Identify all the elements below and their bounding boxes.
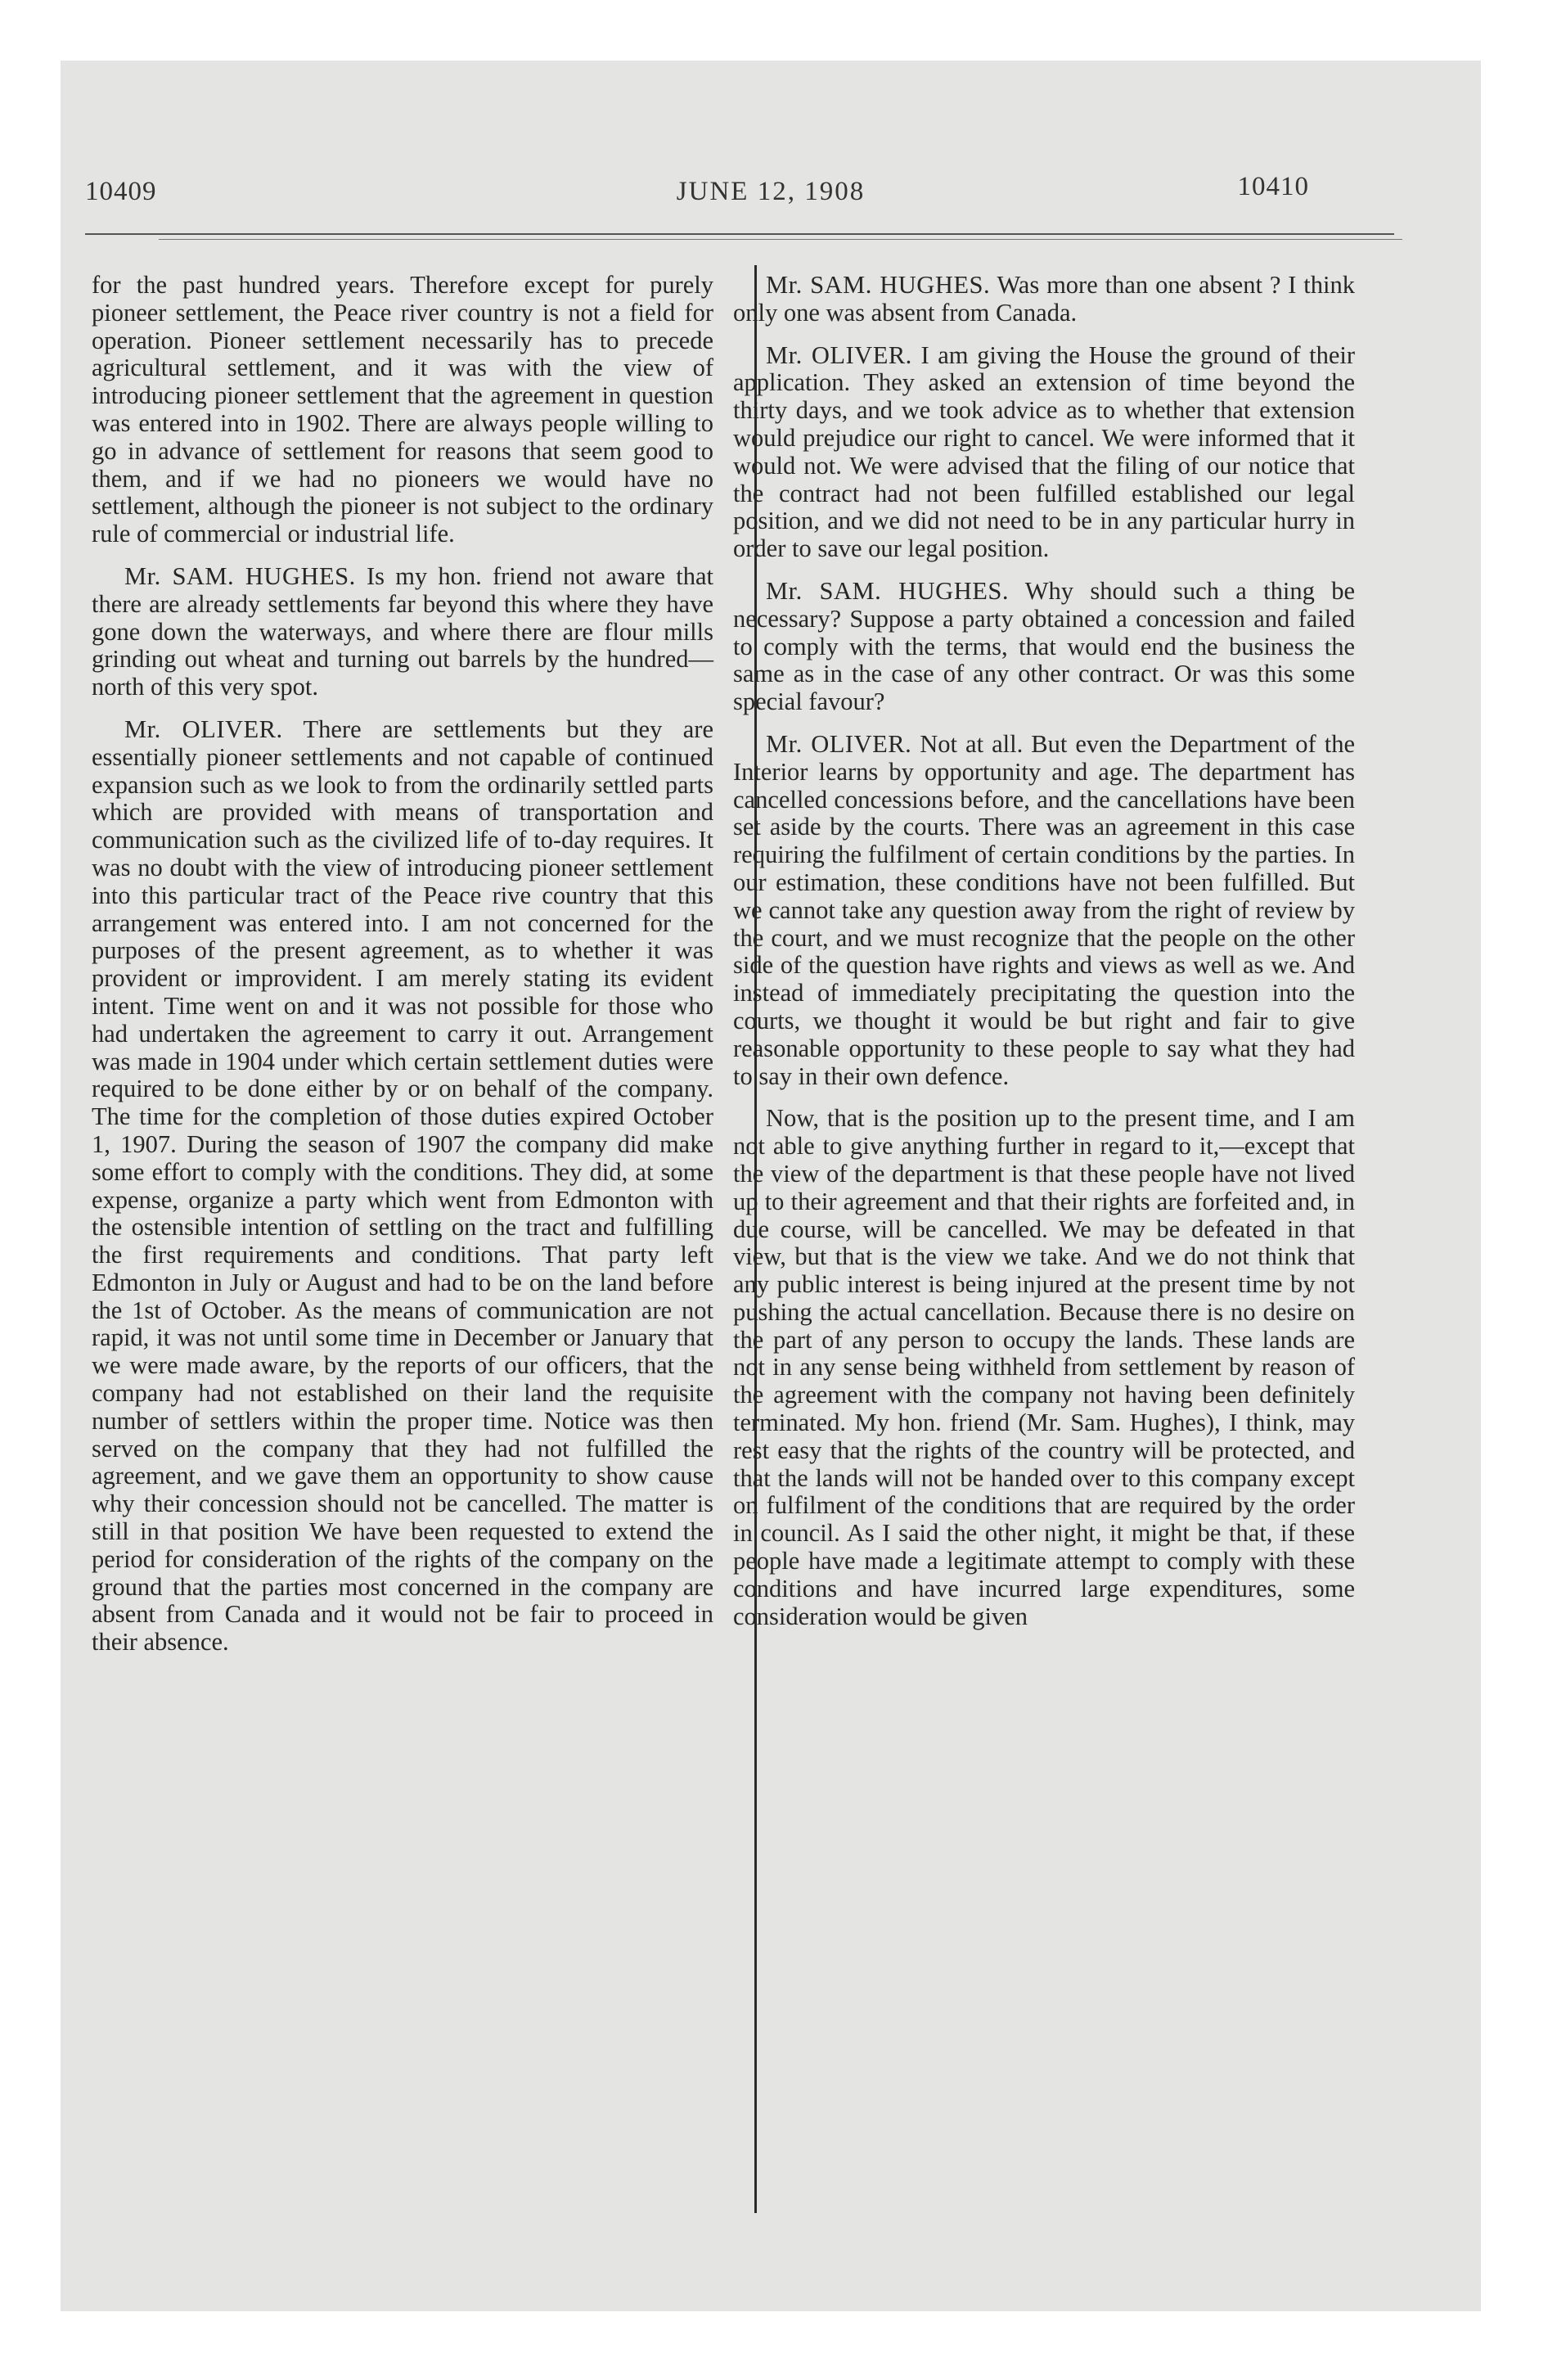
right-column	[733, 272, 1355, 1645]
newspaper-page	[61, 61, 1481, 2311]
paragraph-text: Is my hon. friend not aware that there are already settlements far beyond this where they have gone down the waterways, and where there are flour mills grinding out wheat and turning out barrels by the hundred—north of this very spot.	[92, 561, 713, 701]
paragraph-text: for the past hundred years. Therefore except for purely pioneer settlement, the Peace river country is not a field for operation. Pioneer settlement necessarily has to precede agricultural settlement, and it was with the view of introducing pioneer settlement that the agreement in question was entered into in 1902. There are always people willing to go in advance of settlement for reasons that seem good to them, and if we had no pioneers we would have no settlement, although the pioneer is not subject to the ordinary rule of commercial or industrial life.	[92, 271, 713, 548]
page-number-left: 10409	[85, 177, 157, 206]
page-date: JUNE 12, 1908	[676, 177, 866, 206]
paragraph-text: I am giving the House the ground of their application. They asked an extension of time beyond the thirty days, and we took advice as to whether that extension would prejudice our right to cancel. We were informed that it would not. We were advised that the filing of our notice that the contract had not been fulfilled established our legal position, and we did not need to be in any particular hurry in order to save our legal position.	[733, 340, 1356, 563]
speaker-name: Mr. OLIVER.	[766, 729, 912, 758]
paragraph	[733, 578, 1355, 716]
paragraph	[92, 563, 713, 701]
paragraph	[733, 1105, 1355, 1630]
paragraph	[92, 716, 713, 1657]
speaker-name: Mr. SAM. HUGHES.	[766, 576, 1009, 605]
speaker-name: Mr. SAM. HUGHES.	[124, 561, 356, 590]
header-rule	[85, 233, 1394, 235]
speaker-name: Mr. OLIVER.	[766, 340, 912, 369]
paragraph	[733, 342, 1355, 563]
paragraph-text: Not at all. But even the Department of the Interior learns by opportunity and age. The department has cancelled concessions before, and the cancellations have been set aside by the courts. There was an agreement in this case requiring the fulfilment of certain conditions by the parties. In our estimation, these conditions have not been fulfilled. But we cannot take any question away from the right of review by the court, and we must recognize that the people on the other side of the question have rights and views as well as we. And instead of immediately precipitating the question into the courts, we thought it would be but right and fair to give reasonable opportunity to these people to say what they had to say in their own defence.	[733, 729, 1355, 1090]
page-number-right: 10410	[1237, 172, 1309, 201]
paragraph-text: There are settlements but they are essentially pioneer settlements and not capable of continued expansion such as we look to from the ordinarily settled parts which are provided with means of transportation and communication such as the civilized life of to-day requires. It was no doubt with the view of introducing pioneer settlement into this particular tract of the Peace rive country that this arrangement was entered into. I am not concerned for the purposes of the present agreement, as to whether it was provident or improvident. I am merely stating its evident intent. Time went on and it was not possible for those who had undertaken the agreement to carry it out. Arrangement was made in 1904 under which certain settlement duties were required to be done either by or on behalf of the company. The time for the completion of those duties expired October 1, 1907. During the season of 1907 the company did make some effort to comply with the conditions. They did, at some expense, organize a party which went from Edmonton with the ostensible intention of settling on the tract and fulfilling the first requirements and conditions. That party left Edmonton in July or August and had to be on the land before the 1st of October. As the means of communication are not rapid, it was not until some time in December or January that we were made aware, by the reports of our officers, that the company had not established on their land the requisite number of settlers within the proper time. Notice was then served on the company that they had not fulfilled the agreement, and we gave them an opportunity to show cause why their concession should not be cancelled. The matter is still in that position We have been requested to extend the period for consideration of the rights of the company on the ground that the parties most concerned in the company are absent from Canada and it would not be fair to proceed in their absence.	[92, 714, 714, 1657]
speaker-name: Mr. OLIVER.	[124, 714, 283, 743]
paragraph	[733, 272, 1355, 327]
paragraph	[92, 272, 713, 548]
paragraph-text: Was more than one absent ? I think only one was absent from Canada.	[733, 271, 1356, 327]
paragraph-text: Why should such a thing be necessary? Suppose a party obtained a concession and failed to comply with the terms, that would end the business the same as in the case of any other contract. Or was this some special favour?	[733, 576, 1355, 716]
left-column	[92, 272, 713, 1671]
paragraph-text: Now, that is the position up to the present time, and I am not able to give anything further in regard to it,—except that the view of the department is that these people have not lived up to their agreement and that their rights are forfeited and, in due course, will be cancelled. We may be defeated in that view, but that is the view we take. And we do not think that any public interest is being injured at the present time by not pushing the actual cancellation. Because there is no desire on the part of any person to occupy the lands. These lands are not in any sense being withheld from settlement by reason of the agreement with the company not having been definitely terminated. My hon. friend (Mr. Sam. Hughes), I think, may rest easy that the rights of the country will be protected, and that the lands will not be handed over to this company except on fulfilment of the conditions that are required by the order in council. As I said the other night, it might be that, if these people have made a legitimate attempt to comply with these conditions and have incurred large expenditures, some consideration would be given	[733, 1104, 1355, 1630]
header-rule-thin	[159, 239, 1402, 240]
speaker-name: Mr. SAM. HUGHES.	[766, 271, 991, 299]
paragraph	[733, 731, 1355, 1090]
